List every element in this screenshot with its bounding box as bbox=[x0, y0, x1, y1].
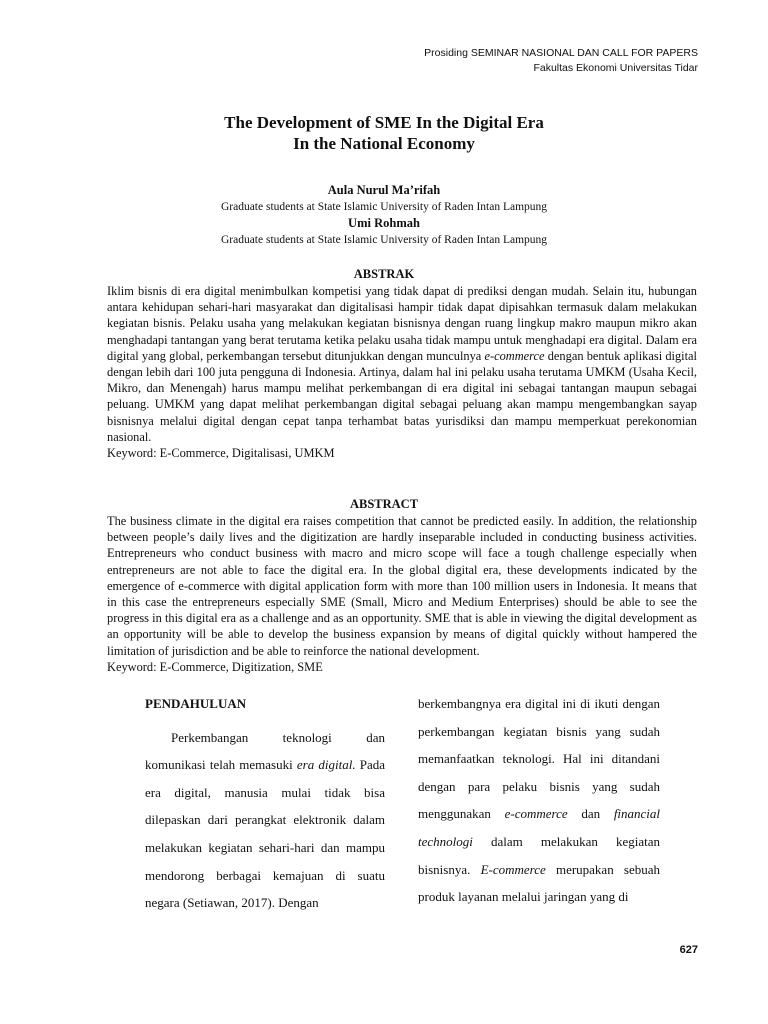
paper-title bbox=[0, 112, 768, 154]
abstrak-body bbox=[107, 283, 697, 461]
text-part: Pada era digital, manusia mulai tidak bisa dilepaskan dari perangkat elektronik dalam melakukan kegiatan sehari-hari dan mampu mendorong berbagai kemajuan di suatu negara (Setiawan, 2017). Dengan bbox=[145, 757, 386, 911]
author-affiliation: Graduate students at State Islamic University of Raden Intan Lampung bbox=[220, 234, 548, 246]
author-name: Umi Rohmah bbox=[348, 216, 420, 230]
pendahuluan-heading: PENDAHULUAN bbox=[145, 696, 247, 711]
italic-term: e-commerce bbox=[504, 806, 568, 822]
abstrak-text-part: Iklim bisnis di era digital menimbulkan kompetisi yang tidak dapat di prediksi dengan mudah. Selain itu, hubungan antara kehidupan sehari-hari masyarakat dan digitalisasi hampir tidak dapat dipisahkan termasuk dalam melakukan kegiatan bisnis. Pelaku usaha yang melakukan kegiatan bisnisnya dengan ruang lingkup makro maupun mikro akan menghadapi tantangan yang berat terutama ketika pelaku usaha tidak mampu untuk menghadapi era digital. Dalam era digital yang global, perkembangan tersebut ditunjukkan dengan munculnya bbox=[107, 284, 697, 363]
text-part: berkembangnya era digital ini di ikuti dengan perkembangan kegiatan bisnis yang sudah memanfaatkan teknologi. Hal ini ditandani dengan para pelaku bisnis yang sudah menggunakan bbox=[418, 696, 660, 822]
page-number: 627 bbox=[679, 944, 698, 956]
author-block bbox=[0, 182, 768, 248]
pendahuluan-right-text bbox=[418, 690, 660, 911]
text-part: Perkembangan teknologi dan komunikasi telah memasuki bbox=[145, 729, 385, 773]
header-line-2: Fakultas Ekonomi Universitas Tidar bbox=[533, 62, 698, 74]
left-column bbox=[145, 690, 385, 917]
italic-term: era digital. bbox=[296, 757, 356, 773]
text-part: merupakan sebuah produk layanan melalui jaringan yang di bbox=[418, 861, 660, 905]
pendahuluan-left-text bbox=[145, 724, 385, 917]
right-column bbox=[418, 690, 660, 911]
text-part: dalam melakukan kegiatan bisnisnya. bbox=[418, 833, 660, 877]
abstract-body bbox=[107, 513, 697, 675]
author-name: Aula Nurul Ma’rifah bbox=[327, 183, 441, 197]
text-part: dan bbox=[581, 806, 601, 822]
abstract-keywords: Keyword: E-Commerce, Digitization, SME bbox=[107, 659, 323, 674]
italic-term: E-commerce bbox=[480, 861, 546, 877]
abstrak-text-part: dengan bentuk aplikasi digital dengan lebih dari 100 juta pengguna di Indonesia. Artinya, dalam hal ini pelaku usaha terutama UMKM (Usaha Kecil, Mikro, dan Menengah) harus mampu melihat perkembangan di era digital ini sebagai tantangan maupun sebagai peluang. UMKM yang dapat melihat perkembangan digital sebagai peluang akan mampu mengembangkan sayap bisnisnya melalui digital dengan cepat tanpa terhambat batas yurisdiksi dan mampu memperkuat perekonomian nasional. bbox=[107, 348, 697, 444]
author-affiliation: Graduate students at State Islamic University of Raden Intan Lampung bbox=[220, 201, 548, 213]
abstrak-italic-term: e-commerce bbox=[484, 348, 545, 363]
proceedings-header bbox=[278, 46, 698, 76]
abstract-text: The business climate in the digital era raises competition that cannot be predicted easily. In addition, the relationship between people’s daily lives and the digitization are hardly inseparable included in conducting business activities. Entrepreneurs who conduct business with macro and micro scope will face a tough challenge especially when entrepreneurs are not able to face the digital era. In the global digital era, these developments indicated by the emergence of e-commerce with digital application form with more than 100 million users in Indonesia. It means that in this case the entrepreneurs especially SME (Small, Micro and Medium Enterprises) should be able to see the progress in this digital era as a challenge and as an opportunity. SME that is able in viewing the digital development as an opportunity will be able to develop the business expansion by means of digital quickly without hampered the limitation of jurisdiction and be able to reinforce the national development. bbox=[107, 514, 697, 658]
header-line-1: Prosiding SEMINAR NASIONAL DAN CALL FOR PAPERS bbox=[424, 47, 698, 59]
abstract-heading: ABSTRACT bbox=[349, 497, 419, 511]
abstrak-text bbox=[107, 283, 697, 445]
italic-term: financial technologi bbox=[418, 806, 661, 849]
abstrak-heading: ABSTRAK bbox=[353, 267, 415, 281]
title-line-1: The Development of SME In the Digital Era bbox=[224, 113, 544, 132]
abstrak-keywords: Keyword: E-Commerce, Digitalisasi, UMKM bbox=[107, 446, 335, 461]
title-line-2: In the National Economy bbox=[293, 134, 475, 153]
